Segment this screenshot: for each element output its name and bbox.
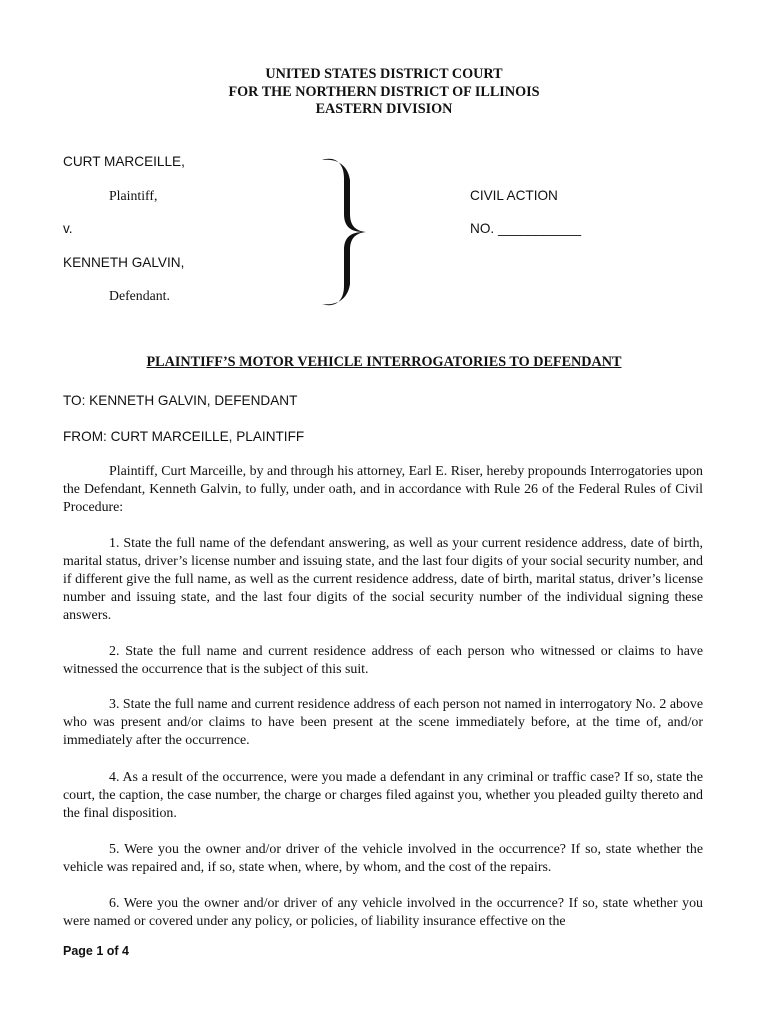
intro-paragraph: Plaintiff, Curt Marceille, by and through his attorney, Earl E. Riser, hereby propounds Interrogatories upon the Defendant, Kenneth Galvin, to fully, under oath, and in accordance with Rule 26 of the Federal Rules of Civil Procedure: [63, 464, 703, 516]
document-title: PLAINTIFF’S MOTOR VEHICLE INTERROGATORIES TO DEFENDANT [146, 354, 622, 370]
civil-action-label: CIVIL ACTION [470, 188, 558, 203]
court-name: UNITED STATES DISTRICT COURT [265, 66, 503, 82]
interrogatory-1: 1. State the full name of the defendant answering, as well as your current residence address, date of birth, marital status, driver’s license number and issuing state, and the last four digits of your social security number, and if different give the full name, as well as the current residence address, date of birth, marital status, driver’s license number and issuing state, and the last four digits of the social security number of the individual signing these answers. [63, 536, 703, 624]
from-line: FROM: CURT MARCEILLE, PLAINTIFF [63, 429, 305, 444]
court-division: EASTERN DIVISION [315, 101, 453, 117]
defendant-name: KENNETH GALVIN, [63, 255, 185, 270]
plaintiff-name: CURT MARCEILLE, [63, 154, 185, 169]
interrogatory-2: 2. State the full name and current residence address of each person who witnessed or claims to have witnessed the occurrence that is the subject of this suit. [63, 644, 703, 678]
plaintiff-role: Plaintiff, [109, 188, 158, 203]
case-number-field: NO. ___________ [470, 221, 582, 236]
versus-label: v. [63, 221, 73, 236]
court-header [0, 66, 768, 119]
caption-brace [306, 132, 382, 332]
interrogatory-3: 3. State the full name and current residence address of each person not named in interrogatory No. 2 above who was present and/or claims to have been present at the scene immediately before, at the time of, and/or immediately after the occurrence. [63, 697, 703, 749]
interrogatory-4: 4. As a result of the occurrence, were you made a defendant in any criminal or traffic case? If so, state the court, the caption, the case number, the charge or charges filed against you, whether you pleaded guilty thereto and the final disposition. [63, 770, 703, 822]
defendant-role: Defendant. [109, 288, 170, 303]
interrogatory-6: 6. Were you the owner and/or driver of any vehicle involved in the occurrence? If so, state whether you were named or covered under any policy, or policies, of liability insurance effective on the [63, 896, 703, 930]
to-line: TO: KENNETH GALVIN, DEFENDANT [63, 393, 298, 408]
interrogatory-5: 5. Were you the owner and/or driver of the vehicle involved in the occurrence? If so, state whether the vehicle was repaired and, if so, state when, where, by whom, and the cost of the repairs. [63, 842, 703, 876]
page-number: Page 1 of 4 [63, 944, 129, 958]
court-district: FOR THE NORTHERN DISTRICT OF ILLINOIS [228, 83, 540, 100]
